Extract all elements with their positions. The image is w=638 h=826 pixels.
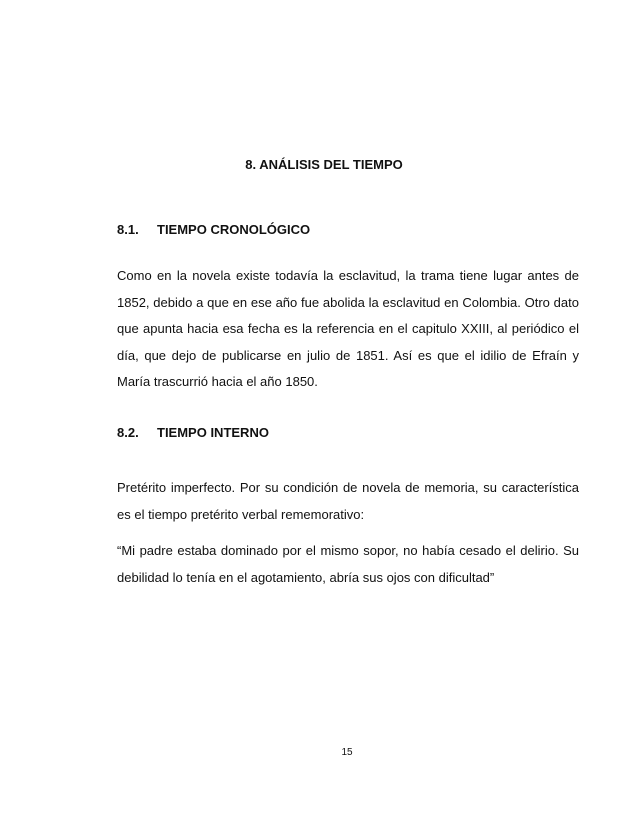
section-heading-8-2: [117, 425, 269, 440]
page-number: 15: [341, 747, 353, 758]
chapter-title: 8. ANÁLISIS DEL TIEMPO: [245, 157, 403, 172]
quotation-paragraph: “Mi padre estaba dominado por el mismo sopor, no había cesado el delirio. Su debilidad lo tenía en el agotamiento, abría sus ojos con dificultad”: [117, 543, 579, 585]
section-title: TIEMPO INTERNO: [157, 425, 269, 440]
body-paragraph-interno: Pretérito imperfecto. Por su condición de novela de memoria, su característica es el tiempo pretérito verbal rememorativo:: [117, 480, 579, 522]
section-title: TIEMPO CRONOLÓGICO: [157, 222, 311, 237]
section-number: 8.1.: [117, 222, 139, 237]
body-paragraph-cronologico: Como en la novela existe todavía la esclavitud, la trama tiene lugar antes de 1852, debido a que en ese año fue abolida la esclavitud en Colombia. Otro dato que apunta hacia esa fecha es la referencia en el capitulo XXIII, al periódico el día, que dejo de publicarse en julio de 1851. Así es que el idilio de Efraín y María trascurrió hacia el año 1850.: [117, 268, 579, 389]
section-heading-8-1: [117, 222, 310, 237]
section-number: 8.2.: [117, 425, 139, 440]
